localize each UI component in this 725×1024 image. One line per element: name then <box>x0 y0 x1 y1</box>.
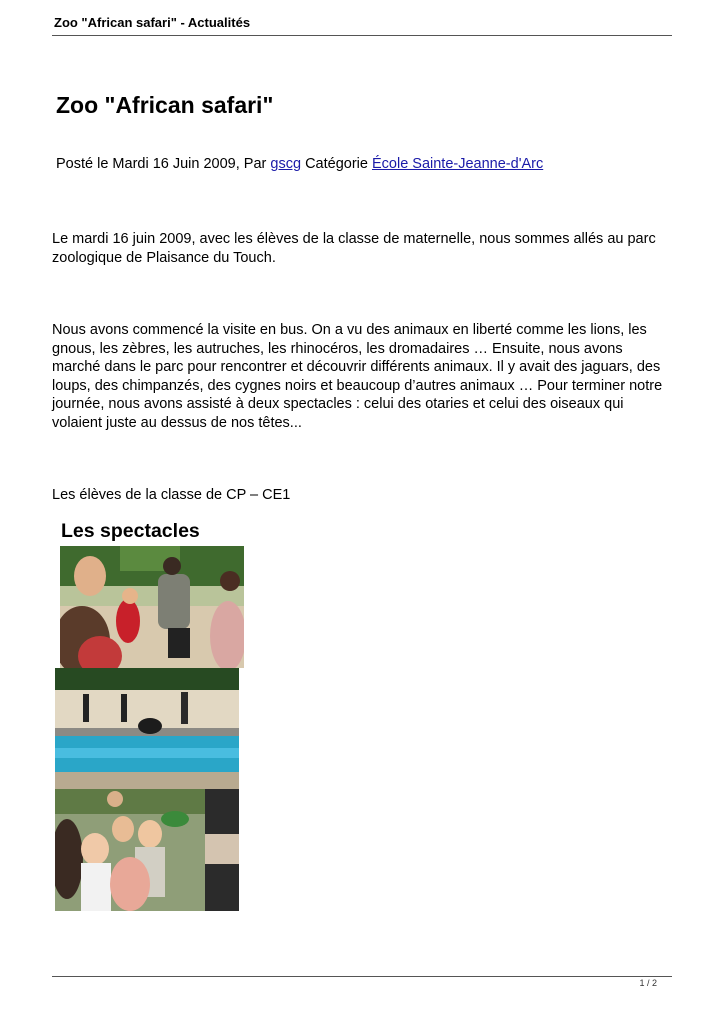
category-label: Catégorie <box>305 156 368 172</box>
paragraph-visit: Nous avons commencé la visite en bus. On a vu des animaux en liberté comme les lions, les gnous, les zèbres, les autruches, les rhinocéros, les dromadaires … Ensuite, nous avons marché dans le parc pour rencontrer et découvrir différents animaux. Il y avait des jaguars, des loups, des chimpanzés, des cygnes noirs et beaucoup d’autres animaux … Pour terminer notre journée, nous avons assisté à deux spectacles : celui des otaries et celui des oiseaux qui volaient juste au dessus de nos têtes... <box>52 322 663 431</box>
footer-divider <box>52 976 672 977</box>
article-title: Zoo "African safari" <box>56 92 274 118</box>
author-link[interactable]: gscg <box>270 156 302 172</box>
section-title: Les spectacles <box>61 520 200 542</box>
paragraph-signature: Les élèves de la classe de CP – CE1 <box>52 487 291 503</box>
photo-children-show <box>60 546 244 668</box>
paragraph-intro: Le mardi 16 juin 2009, avec les élèves de la classe de maternelle, nous sommes allés au parc zoologique de Plaisance du Touch. <box>52 231 656 266</box>
photo-sea-lion-pool <box>55 668 239 789</box>
posted-text: Posté le Mardi 16 Juin 2009, Par <box>56 156 267 172</box>
photo-children-audience <box>55 789 239 911</box>
document-header-title: Zoo "African safari" - Actualités <box>54 15 251 30</box>
page-number: 1 / 2 <box>639 978 657 988</box>
header-divider <box>52 35 672 36</box>
article-meta <box>56 156 543 172</box>
category-link[interactable]: École Sainte-Jeanne-d'Arc <box>371 156 544 172</box>
